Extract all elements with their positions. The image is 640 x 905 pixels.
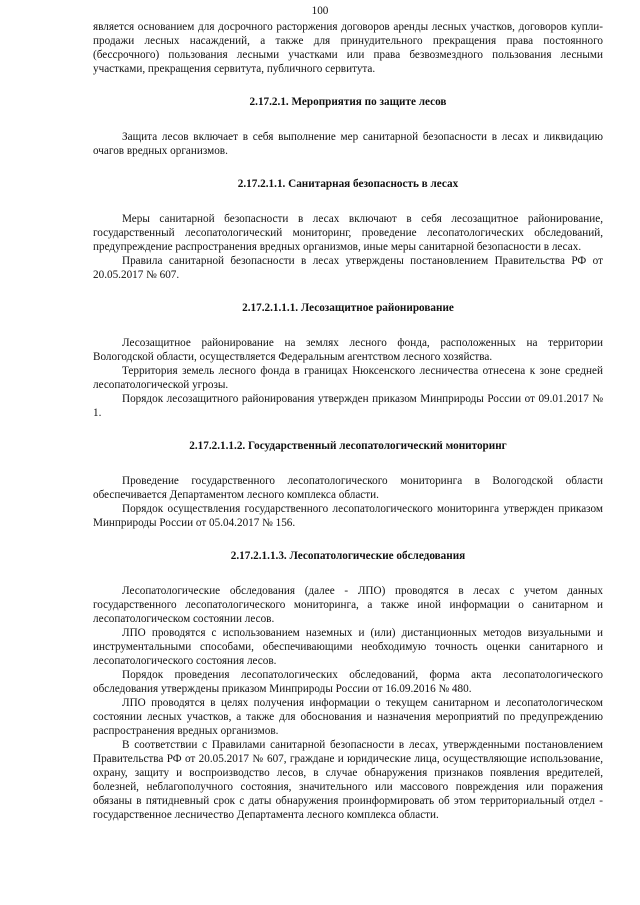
paragraph: Лесозащитное районирование на землях лесного фонда, расположенных на территории Вологодской области, осуществляется Федеральным агентством лесного хозяйства. xyxy=(93,337,603,363)
paragraph: Территория земель лесного фонда в границах Нюксенского лесничества отнесена к зоне средней лесопатологической угрозы. xyxy=(93,365,603,391)
paragraph: Лесопатологические обследования (далее - ЛПО) проводятся в лесах с учетом данных государственного лесопатологического мониторинга, а также иной информации о санитарном и лесопатологическом состоянии лесов. xyxy=(93,585,603,625)
paragraph: ЛПО проводятся в целях получения информации о текущем санитарном и лесопатологическом состоянии лесных участков, а также для обоснования и назначения мероприятий по предупреждению распространения вредных организмов. xyxy=(93,697,603,737)
paragraph: ЛПО проводятся с использованием наземных и (или) дистанционных методов визуальными и инструментальными способами, обеспечивающими необходимую точность оценки санитарного и лесопатологического состояния лесов. xyxy=(93,627,603,667)
paragraph: Проведение государственного лесопатологического мониторинга в Вологодской области обеспечивается Департаментом лесного комплекса области. xyxy=(93,475,603,501)
heading-monitoring: 2.17.2.1.1.2. Государственный лесопатологический мониторинг xyxy=(189,440,507,452)
heading-surveys: 2.17.2.1.1.3. Лесопатологические обследования xyxy=(230,550,466,562)
page-number: 100 xyxy=(311,5,329,17)
paragraph: Порядок лесозащитного районирования утвержден приказом Минприроды России от 09.01.2017 № 1. xyxy=(93,393,603,419)
heading-forest-protection: 2.17.2.1. Мероприятия по защите лесов xyxy=(249,96,447,108)
paragraph: Порядок проведения лесопатологических обследований, форма акта лесопатологического обследования утверждены приказом Минприроды России от 16.09.2016 № 480. xyxy=(93,669,603,695)
paragraph: Правила санитарной безопасности в лесах утверждены постановлением Правительства РФ от 20.05.2017 № 607. xyxy=(93,255,603,281)
paragraph-continuation: является основанием для досрочного расторжения договоров аренды лесных участков, договоров купли-продажи лесных насаждений, а также для принудительного прекращения права постоянного (бессрочного) пользования лесными участками или права безвозмездного пользования лесными участками, прекращения сервитута, публичного сервитута. xyxy=(93,21,603,75)
paragraph: Порядок осуществления государственного лесопатологического мониторинга утвержден приказом Минприроды России от 05.04.2017 № 156. xyxy=(93,503,603,529)
heading-zoning: 2.17.2.1.1.1. Лесозащитное районирование xyxy=(242,302,454,314)
paragraph: Меры санитарной безопасности в лесах включают в себя лесозащитное районирование, государственный лесопатологический мониторинг, проведение лесопатологических обследований, предупреждение распространения вредных организмов, иные меры санитарной безопасности в лесах. xyxy=(93,213,603,253)
paragraph: В соответствии с Правилами санитарной безопасности в лесах, утвержденными постановлением Правительства РФ от 20.05.2017 № 607, граждане и юридические лица, осуществляющие использование, охрану, защиту и воспроизводство лесов, в случае обнаружения признаков появления вредителей, болезней, неблагополучного состояния, значительного или массового повреждения или поражения обязаны в пятидневный срок с даты обнаружения проинформировать об этом территориальный отдел - государственное лесничество Департамента лесного комплекса области. xyxy=(93,739,603,821)
paragraph: Защита лесов включает в себя выполнение мер санитарной безопасности в лесах и ликвидацию очагов вредных организмов. xyxy=(93,131,603,157)
page-content xyxy=(93,20,603,822)
heading-sanitary-safety: 2.17.2.1.1. Санитарная безопасность в лесах xyxy=(237,178,459,190)
